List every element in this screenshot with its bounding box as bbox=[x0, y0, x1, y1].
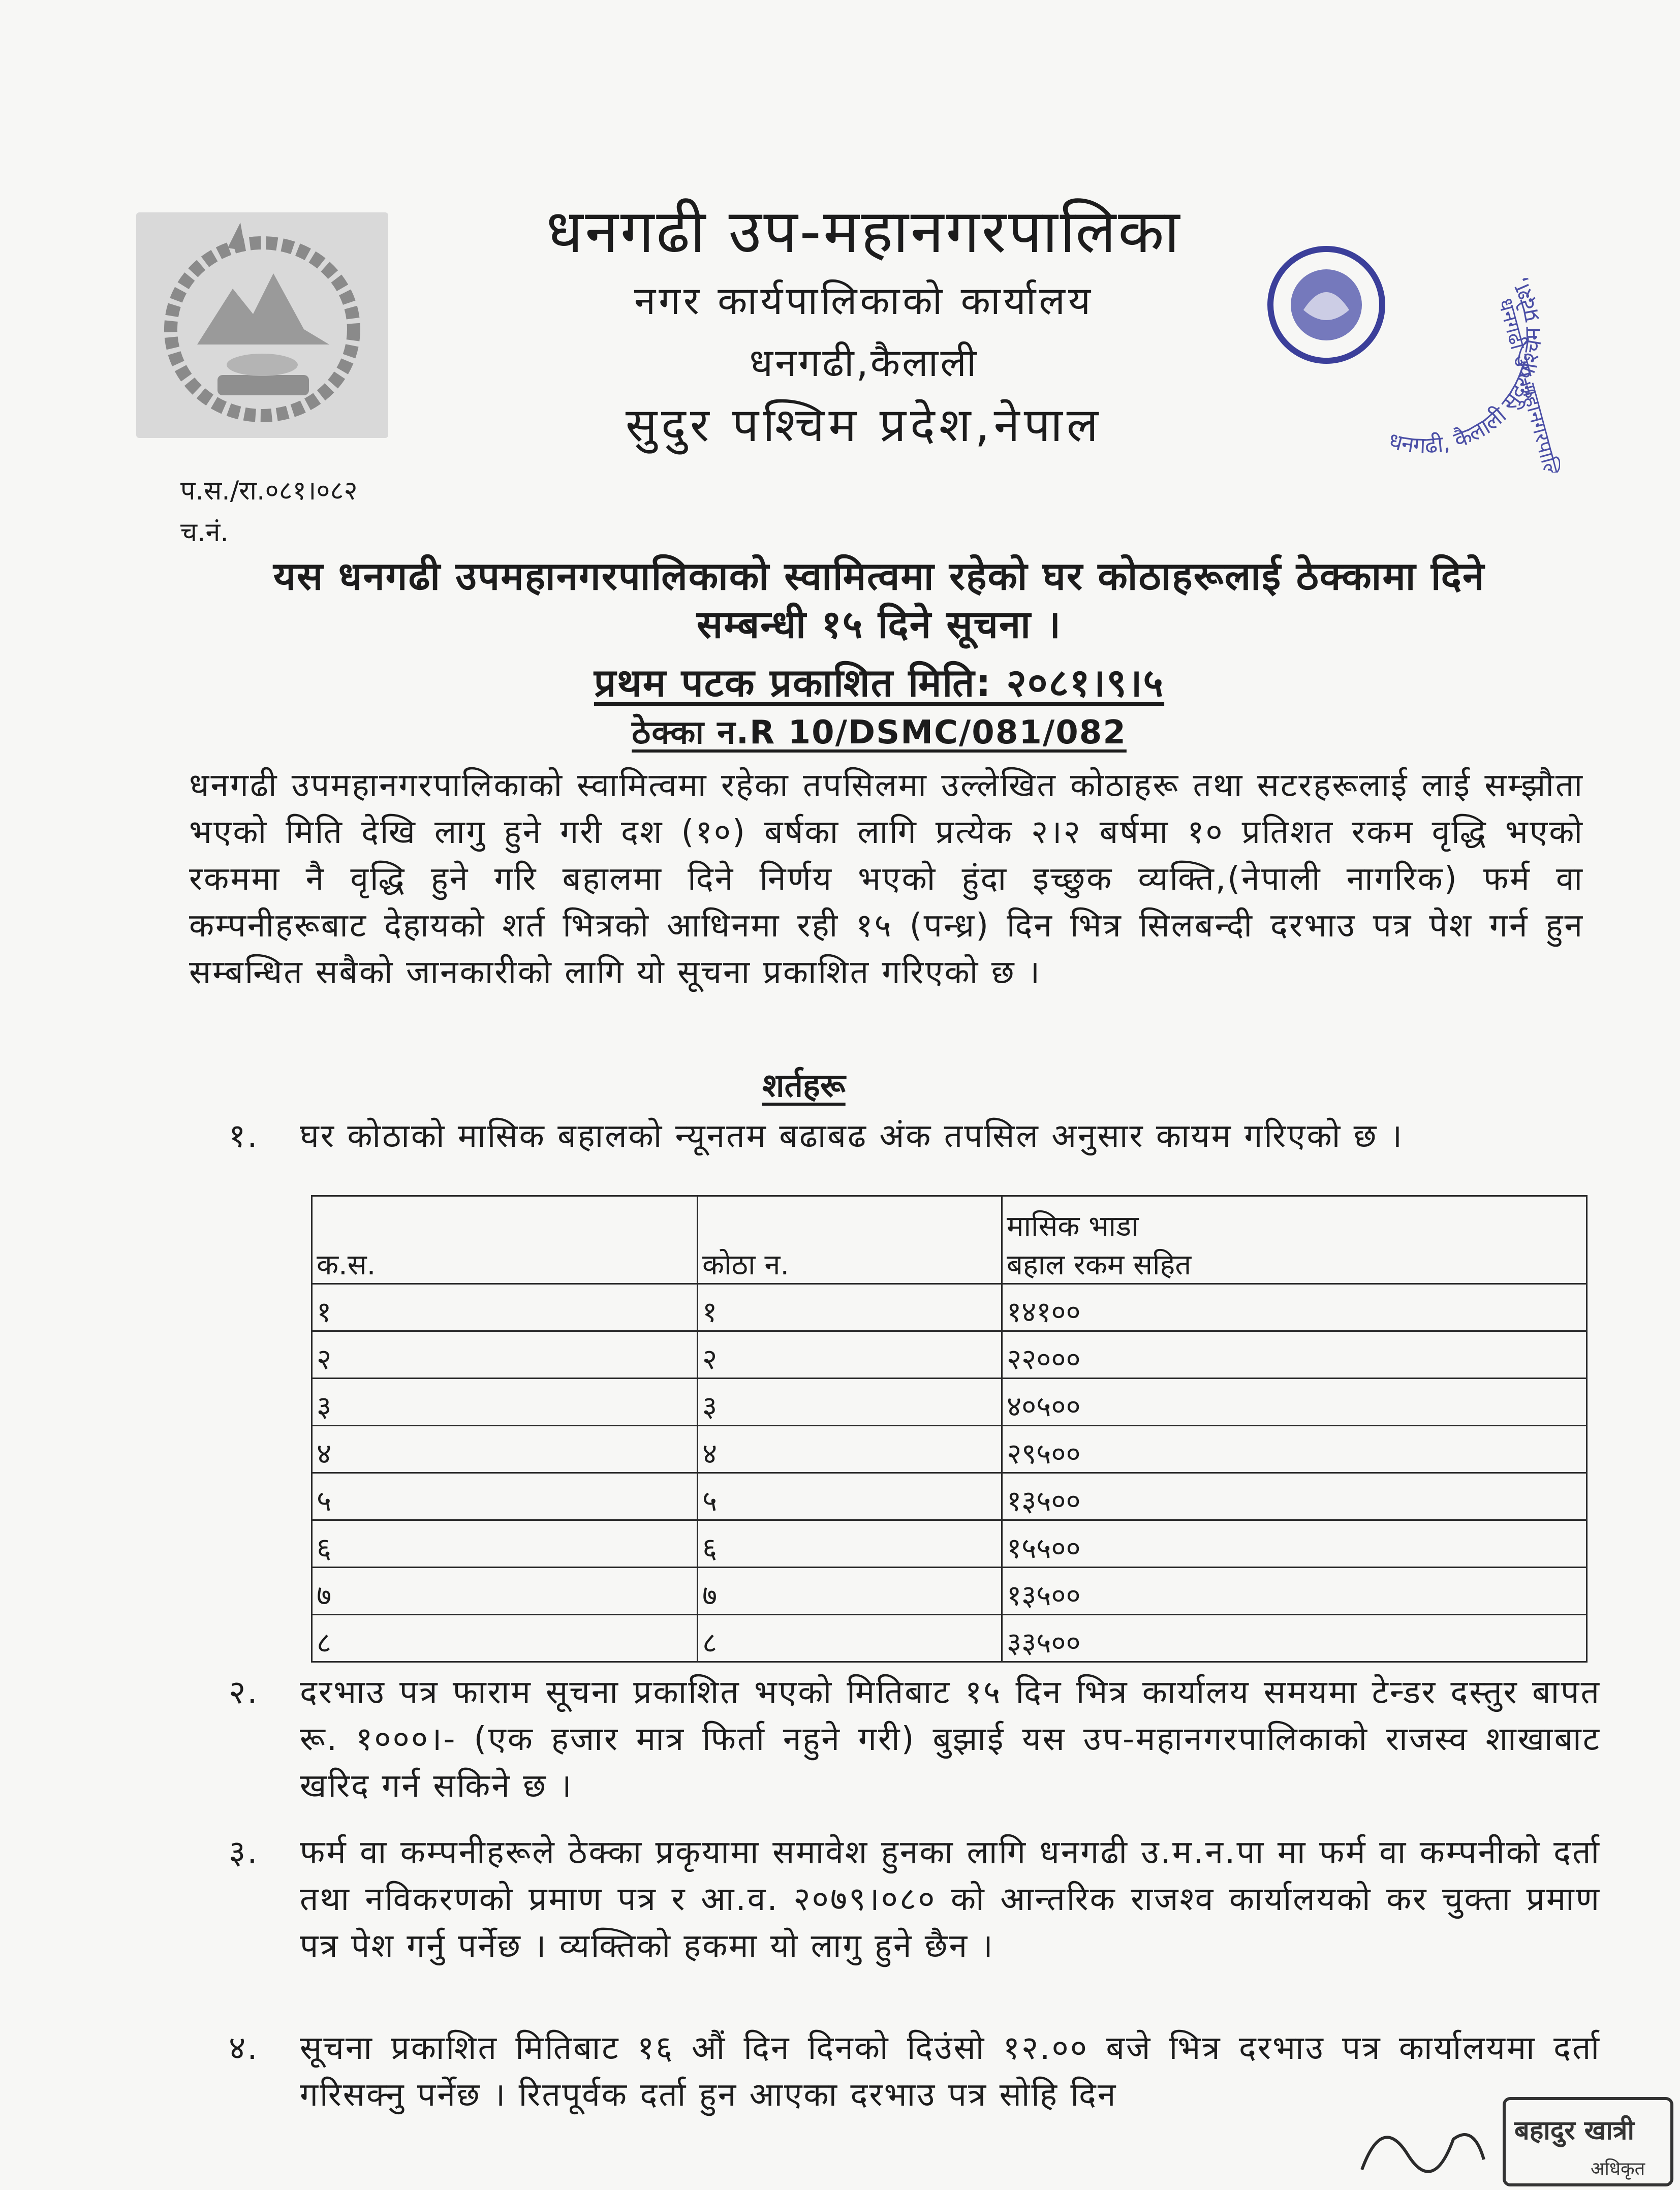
table-row bbox=[312, 1568, 1587, 1615]
cell-rent: ४०५०० bbox=[1002, 1379, 1587, 1426]
cell-sn: ६ bbox=[312, 1520, 698, 1568]
stamp-icon bbox=[1255, 208, 1560, 473]
conditions-title: शर्तहरू bbox=[762, 1067, 846, 1105]
cell-room: १ bbox=[698, 1284, 1002, 1331]
signature-name: बहादुर खात्री bbox=[1514, 2115, 1634, 2146]
notice-subject-line2: सम्बन्धी १५ दिने सूचना । bbox=[696, 602, 1062, 647]
condition-number: ४. bbox=[229, 2029, 259, 2067]
signature-icon bbox=[1352, 2093, 1677, 2188]
published-date: प्रथम पटक प्रकाशित मिति: २०८१।९।५ bbox=[594, 660, 1165, 705]
signature-stamp bbox=[1352, 2093, 1677, 2188]
table-row bbox=[312, 1426, 1587, 1473]
office-location: धनगढी,कैलाली bbox=[749, 340, 979, 385]
reference-number: प.स./रा.०८१।०८२ bbox=[180, 476, 358, 506]
rent-table bbox=[311, 1195, 1588, 1663]
condition-text: दरभाउ पत्र फाराम सूचना प्रकाशित भएको मितिबाट १५ दिन भित्र कार्यालय समयमा टेन्डर दस्तुर बापत रू. १०००।- (एक हजार मात्र फिर्ता नहुने गरी) बुझाई यस उप-महानगरपालिकाको राजस्व शाखाबाट खरिद गर्न सकिने छ । bbox=[300, 1674, 1601, 1805]
cell-rent: १४१०० bbox=[1002, 1284, 1587, 1331]
municipality-name: धनगढी उप-महानगरपालिका bbox=[546, 196, 1182, 266]
cell-sn: ३ bbox=[312, 1379, 698, 1426]
cell-rent: ३३५०० bbox=[1002, 1615, 1587, 1662]
condition-number: ३. bbox=[229, 1834, 259, 1871]
cell-room: ३ bbox=[698, 1379, 1002, 1426]
header-room: कोठा न. bbox=[698, 1196, 1002, 1284]
cell-sn: ५ bbox=[312, 1473, 698, 1520]
table-row bbox=[312, 1520, 1587, 1568]
cell-rent: १५५०० bbox=[1002, 1520, 1587, 1568]
table-header-row bbox=[312, 1196, 1587, 1284]
header-rent-line2: बहाल रकम सहित bbox=[1007, 1248, 1192, 1281]
header-rent bbox=[1002, 1196, 1587, 1284]
condition-2 bbox=[229, 1669, 1601, 1809]
cell-room: २ bbox=[698, 1331, 1002, 1379]
cell-rent: १३५०० bbox=[1002, 1568, 1587, 1615]
cell-sn: ८ bbox=[312, 1615, 698, 1662]
dispatch-number: च.नं. bbox=[180, 517, 229, 548]
table-row bbox=[312, 1379, 1587, 1426]
condition-number: १. bbox=[229, 1117, 259, 1155]
cell-sn: १ bbox=[312, 1284, 698, 1331]
table-row bbox=[312, 1615, 1587, 1662]
cell-room: ६ bbox=[698, 1520, 1002, 1568]
contract-number: ठेक्का न.R 10/DSMC/081/082 bbox=[632, 714, 1127, 752]
office-name: नगर कार्यपालिकाको कार्यालय bbox=[634, 278, 1094, 323]
condition-text: फर्म वा कम्पनीहरूले ठेक्का प्रकृयामा समावेश हुनका लागि धनगढी उ.म.न.पा मा फर्म वा कम्पनीको दर्ता तथा नविकरणको प्रमाण पत्र र आ.व. २०७९।०८० को आन्तरिक राजश्व कार्यालयको कर चुक्ता प्रमाण पत्र पेश गर्नु पर्नेछ । व्यक्तिको हकमा यो लागु हुने छैन । bbox=[300, 1834, 1601, 1965]
header-rent-line1: मासिक भाडा bbox=[1007, 1210, 1139, 1243]
table-row bbox=[312, 1284, 1587, 1331]
table-row bbox=[312, 1331, 1587, 1379]
cell-sn: ४ bbox=[312, 1426, 698, 1473]
government-emblem bbox=[136, 212, 388, 438]
province-name: सुदुर पश्चिम प्रदेश,नेपाल bbox=[625, 398, 1103, 452]
cell-rent: १३५०० bbox=[1002, 1473, 1587, 1520]
office-stamp bbox=[1255, 208, 1560, 473]
stamp-text: धनगढी, कैलाली सुदूरपश्चिम प्रदेश, bbox=[1386, 273, 1547, 459]
condition-text: सूचना प्रकाशित मितिबाट १६ औं दिन दिनको दिउंसो १२.०० बजे भित्र दरभाउ पत्र कार्यालयमा दर्ता गरिसक्नु पर्नेछ । रितपूर्वक दर्ता हुन आएका दरभाउ पत्र सोहि दिन bbox=[300, 2029, 1601, 2114]
cell-rent: २२००० bbox=[1002, 1331, 1587, 1379]
notice-body: धनगढी उपमहानगरपालिकाको स्वामित्वमा रहेका तपसिलमा उल्लेखित कोठाहरू तथा सटरहरूलाई लाई सम्झौता भएको मिति देखि लागु हुने गरी दश (१०) बर्षका लागि प्रत्येक २।२ बर्षमा १० प्रतिशत रकम वृद्धि भएको रकममा नै वृद्धि हुने गरि बहालमा दिने निर्णय भएको हुंदा इच्छुक व्यक्ति,(नेपाली नागरिक) फर्म वा कम्पनीहरूबाट देहायको शर्त भित्रको आधिनमा रही १५ (पन्ध्र) दिन भित्र सिलबन्दी दरभाउ पत्र पेश गर्न हुन सम्बन्धित सबैको जानकारीको लागि यो सूचना प्रकाशित गरिएको छ । bbox=[189, 767, 1584, 991]
signature-title: अधिकृत bbox=[1591, 2158, 1645, 2179]
cell-sn: २ bbox=[312, 1331, 698, 1379]
cell-room: ७ bbox=[698, 1568, 1002, 1615]
cell-room: ४ bbox=[698, 1426, 1002, 1473]
header-sn: क.स. bbox=[312, 1196, 698, 1284]
notice-subject-line1: यस धनगढी उपमहानगरपालिकाको स्वामित्वमा रहेको घर कोठाहरूलाई ठेक्कामा दिने bbox=[273, 553, 1485, 599]
cell-room: ८ bbox=[698, 1615, 1002, 1662]
cell-rent: २९५०० bbox=[1002, 1426, 1587, 1473]
cell-sn: ७ bbox=[312, 1568, 698, 1615]
emblem-icon bbox=[136, 212, 388, 438]
condition-1 bbox=[229, 1113, 1601, 1206]
condition-text: घर कोठाको मासिक बहालको न्यूनतम बढाबढ अंक तपसिल अनुसार कायम गरिएको छ । bbox=[300, 1117, 1404, 1155]
condition-3 bbox=[229, 1829, 1601, 2016]
table-row bbox=[312, 1473, 1587, 1520]
cell-room: ५ bbox=[698, 1473, 1002, 1520]
condition-number: २. bbox=[229, 1674, 259, 1711]
